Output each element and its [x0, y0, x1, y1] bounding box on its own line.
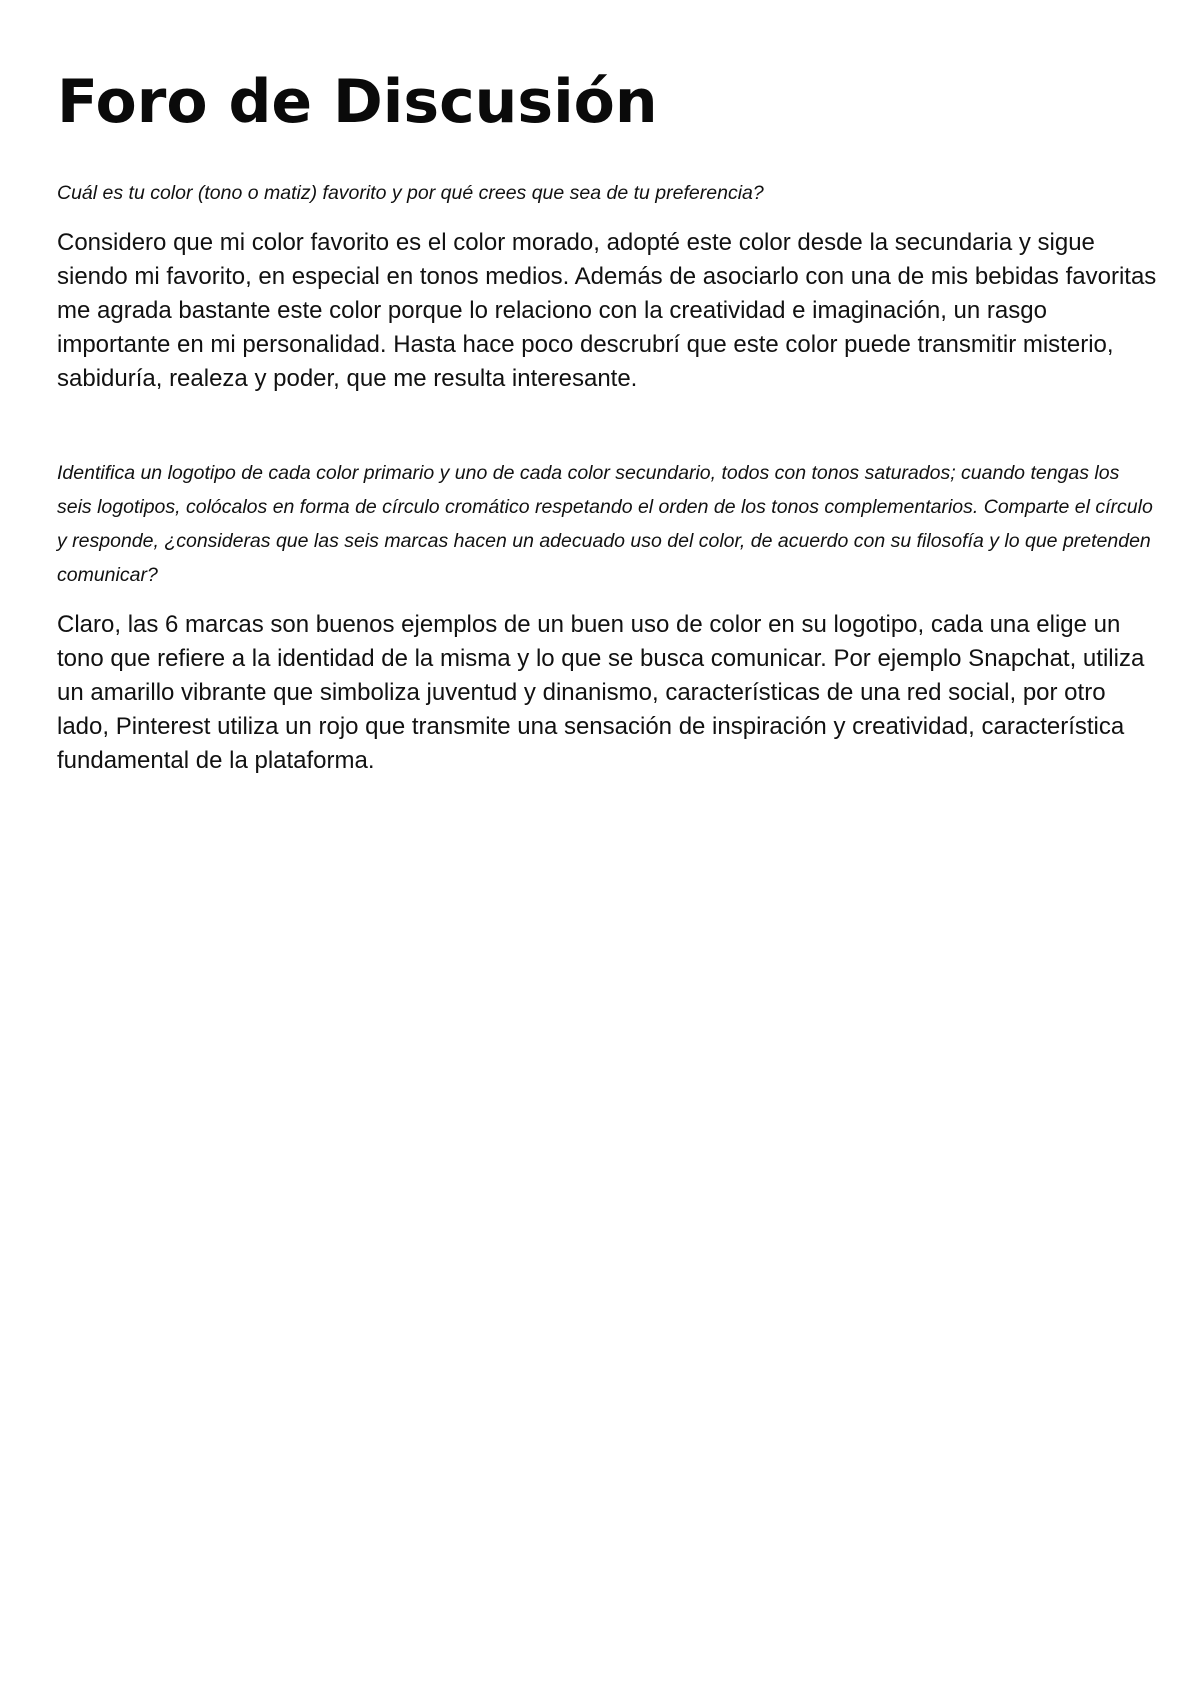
question-1: Cuál es tu color (tono o matiz) favorito y por qué crees que sea de tu preferencia? — [57, 182, 764, 204]
page-title: Foro de Discusión — [57, 67, 658, 137]
document-page — [57, 60, 1157, 778]
question-2: Identifica un logotipo de cada color primario y uno de cada color secundario, todos con tonos saturados; cuando tengas los seis logotipos, colócalos en forma de círculo cromático respetando el orden de los tonos complementarios. Comparte el círculo y responde, ¿consideras que las seis marcas hacen un adecuado uso del color, de acuerdo con su filosofía y lo que pretenden comunicar? — [57, 462, 1153, 586]
answer-1: Considero que mi color favorito es el color morado, adopté este color desde la secundaria y sigue siendo mi favorito, en especial en tonos medios. Además de asociarlo con una de mis bebidas favoritas me agrada bastante este color porque lo relaciono con la creatividad e imaginación, un rasgo importante en mi personalidad. Hasta hace poco descrubrí que este color puede transmitir misterio, sabiduría, realeza y poder, que me resulta interesante. — [57, 229, 1157, 392]
answer-2: Claro, las 6 marcas son buenos ejemplos de un buen uso de color en su logotipo, cada una elige un tono que refiere a la identidad de la misma y lo que se busca comunicar. Por ejemplo Snapchat, utiliza un amarillo vibrante que simboliza juventud y dinanismo, características de una red social, por otro lado, Pinterest utiliza un rojo que transmite una sensación de inspiración y creatividad, característica fundamental de la plataforma. — [57, 611, 1145, 774]
